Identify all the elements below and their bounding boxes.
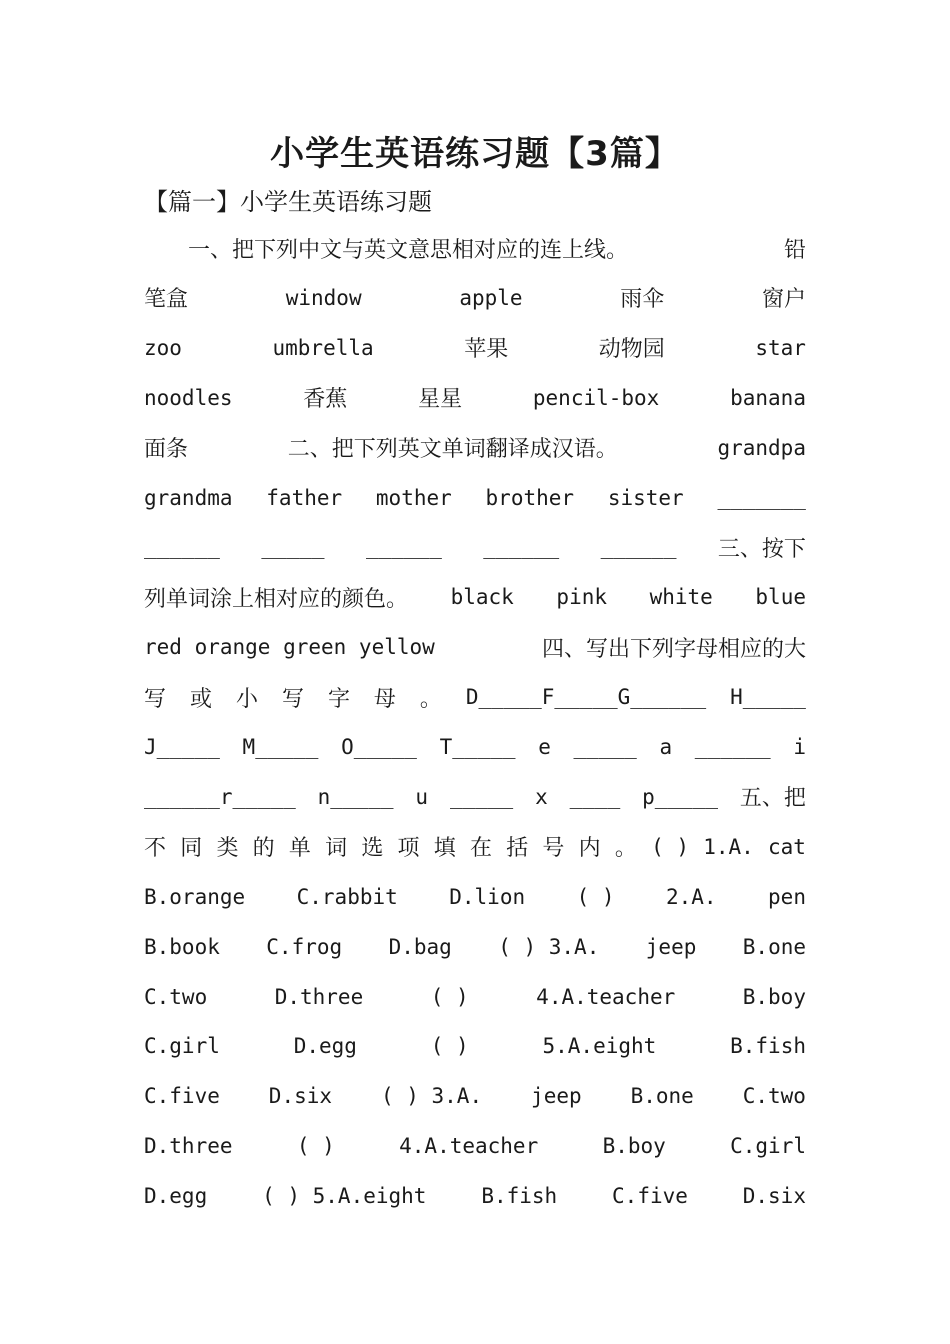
- text-segment: J_____: [144, 735, 220, 759]
- text-segment: 类: [216, 836, 239, 862]
- text-segment: 填: [433, 836, 456, 862]
- text-segment: ______r_____: [144, 784, 296, 809]
- text-line: [144, 879, 806, 915]
- text-segment: B.one: [630, 1084, 694, 1109]
- text-line: [144, 1178, 806, 1214]
- text-line: [144, 330, 806, 366]
- text-segment: 雨伞: [620, 287, 665, 313]
- text-segment: blue: [755, 585, 806, 610]
- text-segment: window: [285, 285, 362, 310]
- text-segment: C.rabbit: [296, 884, 398, 909]
- text-segment: _____: [573, 735, 637, 759]
- text-segment: umbrella: [272, 335, 374, 360]
- text-segment: C.five: [612, 1184, 688, 1209]
- section-heading: 【篇一】小学生英语练习题: [144, 188, 432, 216]
- text-segment: ( ): [576, 884, 615, 909]
- text-segment: 笔盒: [144, 287, 189, 313]
- text-segment: ( ) 5.A.eight: [262, 1184, 427, 1209]
- text-segment: 同: [180, 836, 203, 862]
- text-segment: 项: [397, 836, 420, 862]
- text-segment: ______: [600, 535, 677, 560]
- text-segment: e: [538, 735, 551, 759]
- text-line: [144, 729, 806, 765]
- text-segment: 词: [325, 836, 348, 862]
- text-segment: ____: [569, 784, 621, 809]
- text-line: [144, 230, 806, 266]
- text-segment: 的: [252, 836, 275, 862]
- text-segment: x: [535, 784, 548, 809]
- text-segment: pen: [768, 884, 806, 909]
- text-segment: red orange green yellow: [144, 635, 435, 660]
- text-segment: grandma: [144, 485, 233, 510]
- text-segment: C.two: [742, 1084, 806, 1109]
- text-segment: 在: [469, 836, 492, 862]
- text-segment: C.girl: [144, 1034, 220, 1059]
- text-segment: C.two: [144, 984, 208, 1009]
- text-segment: B.fish: [730, 1034, 806, 1059]
- text-segment: zoo: [144, 335, 182, 360]
- text-segment: C.five: [144, 1084, 220, 1109]
- text-segment: 小: [235, 686, 258, 712]
- text-segment: 5.A.eight: [542, 1034, 657, 1059]
- text-segment: 二、把下列英文单词翻译成汉语。: [287, 437, 618, 463]
- text-segment: D.three: [144, 1134, 233, 1159]
- text-segment: H_____: [730, 685, 806, 710]
- text-segment: ( ): [296, 1134, 335, 1159]
- text-segment: B.boy: [742, 984, 806, 1009]
- text-segment: ( ) 3.A.: [498, 934, 600, 959]
- text-line: [144, 430, 806, 466]
- text-segment: pink: [556, 585, 607, 610]
- text-line: [144, 480, 806, 516]
- text-segment: C.frog: [266, 934, 343, 959]
- text-segment: ______: [694, 735, 771, 759]
- text-line: [144, 779, 806, 815]
- text-segment: D_____F_____G______: [465, 685, 707, 710]
- text-line: [144, 579, 806, 615]
- text-segment: 号: [542, 836, 565, 862]
- text-segment: 4.A.teacher: [536, 984, 676, 1009]
- text-segment: ( ): [430, 984, 469, 1009]
- text-segment: D.three: [274, 984, 364, 1009]
- text-segment: B.orange: [144, 884, 246, 909]
- text-segment: ( ): [651, 834, 689, 859]
- text-segment: ______: [365, 535, 442, 560]
- text-segment: 香蕉: [303, 387, 348, 413]
- text-line: [144, 679, 806, 715]
- text-segment: mother: [375, 485, 452, 510]
- text-segment: B.book: [144, 934, 220, 959]
- text-segment: C.girl: [730, 1134, 806, 1159]
- text-line: [144, 829, 806, 865]
- text-segment: 1.A.: [703, 834, 754, 859]
- text-segment: T_____: [439, 735, 516, 759]
- text-segment: black: [450, 585, 514, 610]
- text-line: [144, 529, 806, 565]
- text-segment: 内: [578, 836, 601, 862]
- text-segment: white: [649, 585, 713, 610]
- text-segment: jeep: [645, 934, 697, 959]
- text-segment: ______: [144, 535, 220, 560]
- text-segment: 一、把下列中文与英文意思相对应的连上线。: [144, 237, 629, 263]
- text-segment: 三、按下: [717, 536, 806, 562]
- text-segment: 4.A.teacher: [399, 1134, 539, 1159]
- text-segment: 星星: [418, 387, 463, 413]
- text-segment: sister: [607, 485, 684, 510]
- text-segment: 列单词涂上相对应的颜色。: [144, 586, 409, 612]
- text-segment: ______: [483, 535, 560, 560]
- text-segment: 动物园: [598, 337, 665, 363]
- text-segment: banana: [730, 385, 806, 410]
- text-segment: _____: [261, 535, 325, 560]
- text-segment: 。: [419, 686, 442, 712]
- text-segment: ( ): [430, 1034, 469, 1059]
- text-segment: 不: [144, 836, 167, 862]
- text-segment: 2.A.: [665, 884, 717, 909]
- text-line: [144, 929, 806, 965]
- text-segment: 写: [144, 686, 167, 712]
- text-segment: apple: [459, 285, 523, 310]
- text-segment: _______: [717, 485, 806, 510]
- text-line: [144, 1028, 806, 1064]
- text-segment: cat: [767, 834, 806, 859]
- text-segment: jeep: [531, 1084, 582, 1109]
- text-segment: 单: [288, 836, 311, 862]
- text-segment: 四、写出下列字母相应的大: [541, 636, 806, 662]
- text-segment: noodles: [144, 385, 233, 410]
- text-line: [144, 1078, 806, 1114]
- text-segment: 母: [373, 686, 396, 712]
- text-segment: 。: [614, 836, 637, 862]
- text-segment: 窗户: [761, 287, 806, 313]
- text-segment: D.egg: [144, 1184, 208, 1209]
- text-segment: grandpa: [717, 435, 806, 460]
- text-segment: 括: [506, 836, 529, 862]
- text-line: [144, 280, 806, 316]
- page-title: 小学生英语练习题【3篇】: [270, 134, 680, 174]
- text-line: [144, 380, 806, 416]
- text-segment: pencil-box: [532, 385, 660, 410]
- text-segment: D.bag: [388, 934, 452, 959]
- text-segment: ( ) 3.A.: [380, 1084, 483, 1109]
- text-segment: u: [415, 784, 429, 809]
- text-segment: 选: [361, 836, 384, 862]
- text-segment: star: [755, 335, 806, 360]
- text-segment: D.six: [268, 1084, 333, 1109]
- text-segment: B.one: [742, 934, 806, 959]
- text-line: [144, 979, 806, 1015]
- text-segment: n_____: [317, 784, 394, 809]
- text-segment: 铅: [783, 237, 806, 263]
- text-segment: O_____: [341, 735, 417, 759]
- text-segment: p_____: [642, 784, 718, 809]
- text-segment: B.fish: [481, 1184, 558, 1209]
- text-segment: 面条: [144, 437, 189, 463]
- text-segment: D.egg: [293, 1034, 357, 1059]
- text-line: [144, 1128, 806, 1164]
- text-segment: _____: [449, 784, 514, 809]
- text-segment: B.boy: [602, 1134, 666, 1159]
- text-line: [144, 629, 806, 665]
- text-segment: brother: [485, 485, 575, 510]
- text-segment: 五、把: [739, 786, 806, 812]
- text-segment: 或: [189, 686, 212, 712]
- text-segment: D.lion: [449, 884, 526, 909]
- text-segment: 苹果: [464, 337, 509, 363]
- text-segment: D.six: [742, 1184, 806, 1209]
- text-segment: father: [266, 485, 343, 510]
- text-segment: 写: [281, 686, 304, 712]
- text-segment: 字: [327, 686, 350, 712]
- text-segment: i: [793, 735, 806, 759]
- text-segment: M_____: [242, 735, 319, 759]
- text-segment: a: [659, 735, 673, 759]
